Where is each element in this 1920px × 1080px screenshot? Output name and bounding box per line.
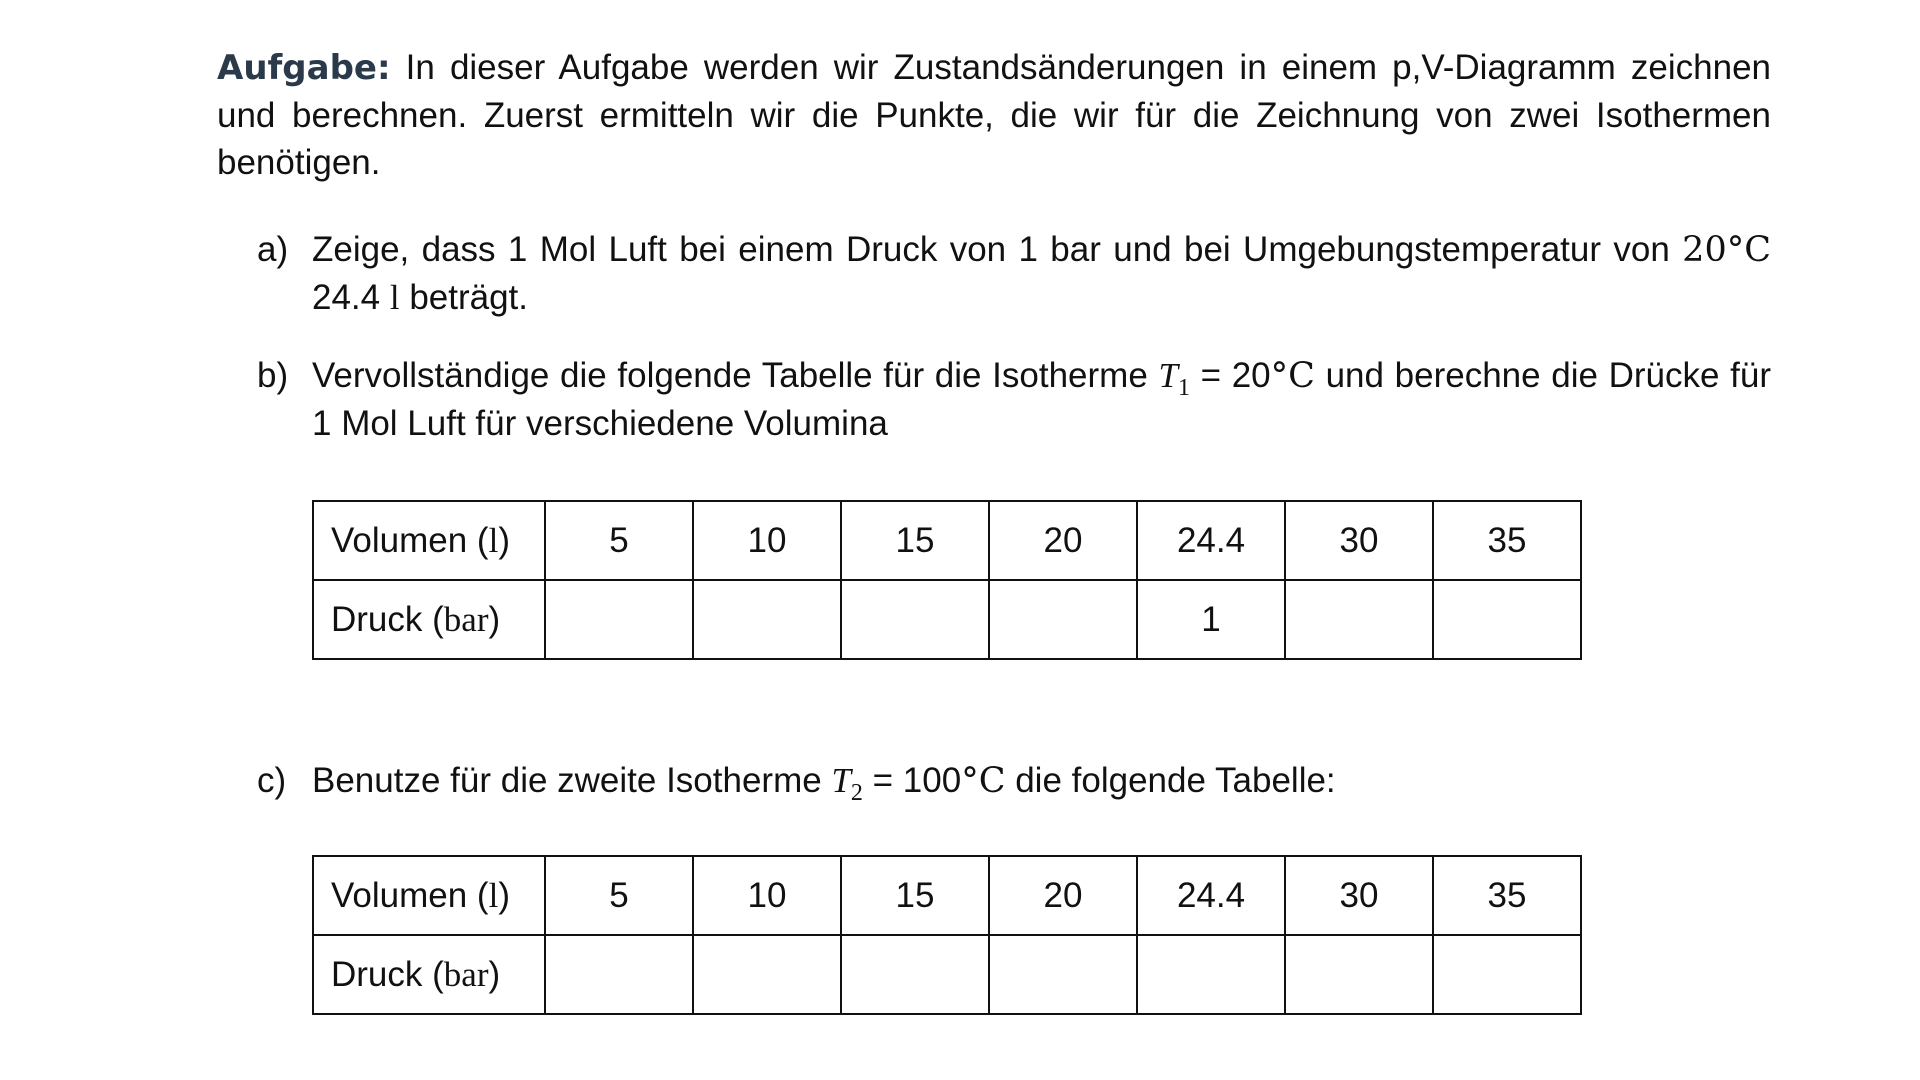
subtask-a-text: Zeige, dass 1 Mol Luft bei einem Druck von 1 bar und bei Umgebungstemperatur von [312,230,1670,269]
table-row [313,935,1581,1014]
subtask-a-letter: a) [257,230,289,269]
table-row [313,856,1581,935]
isotherm-table-1 [312,500,1582,660]
row-label-pressure: Druck (bar) [313,580,545,659]
pressure-cell[interactable] [693,580,841,659]
pressure-cell[interactable] [545,935,693,1014]
volume-cell: 35 [1433,856,1581,935]
pressure-cell[interactable] [841,580,989,659]
subtask-b-subscript: 1 [1177,375,1190,401]
volume-cell: 20 [989,501,1137,580]
subtask-c-symbol: T [831,761,851,800]
subtask-b-text-end: und berechne die Drücke für 1 Mol Luft für verschiedene Volumina [312,356,1771,443]
volume-cell: 24.4 [1137,501,1285,580]
subtask-c-subscript: 2 [850,780,863,806]
subtask-b-unit: °C [1270,356,1315,396]
volume-cell: 30 [1285,501,1433,580]
pressure-cell[interactable] [1433,935,1581,1014]
volume-cell: 15 [841,856,989,935]
pressure-cell[interactable] [1137,935,1285,1014]
table-row [313,580,1581,659]
row-label-pressure: Druck (bar) [313,935,545,1014]
subtask-a-temp-value: 20 [1682,230,1727,270]
subtask-b-text-start: Vervollständige die folgende Tabelle für die Isotherme [312,356,1159,395]
subtask-a [217,226,1771,321]
subtask-b [217,352,1771,447]
isotherm-table-2 [312,855,1582,1015]
subtask-c-equals: = 100 [862,761,962,800]
subtask-b-equals: = 20 [1189,356,1271,395]
subtask-b-symbol: T [1158,356,1178,395]
pressure-cell[interactable] [989,580,1137,659]
subtask-b-letter: b) [257,356,289,395]
volume-cell: 24.4 [1137,856,1285,935]
pressure-cell[interactable] [989,935,1137,1014]
subtask-c-letter: c) [257,761,287,800]
volume-cell: 30 [1285,856,1433,935]
volume-cell: 10 [693,501,841,580]
subtask-a-volume: 24.4 [312,278,390,317]
task-label: Aufgabe: [217,48,391,88]
subtask-c-text-start: Benutze für die zweite Isotherme [312,761,832,800]
row-label-volume: Volumen (l) [313,501,545,580]
pressure-cell[interactable] [841,935,989,1014]
pressure-cell[interactable] [1285,935,1433,1014]
volume-cell: 15 [841,501,989,580]
task-intro-text: In dieser Aufgabe werden wir Zustandsänderungen in einem p,V-Diagramm zeichnen und berechnen. Zuerst ermitteln wir die Punkte, die wir für die Zeichnung von zwei Isothermen benötigen. [217,48,1771,182]
volume-cell: 35 [1433,501,1581,580]
task-intro [217,44,1771,186]
pressure-cell[interactable] [545,580,693,659]
pressure-cell[interactable] [1433,580,1581,659]
subtask-c-unit: °C [961,761,1006,801]
row-label-volume: Volumen (l) [313,856,545,935]
pressure-cell: 1 [1137,580,1285,659]
subtask-c-text-end: die folgende Tabelle: [1005,761,1336,800]
subtask-a-volume-unit: l [389,278,400,317]
volume-cell: 20 [989,856,1137,935]
pressure-cell[interactable] [1285,580,1433,659]
subtask-c [217,757,1771,805]
volume-cell: 5 [545,856,693,935]
worksheet-page [217,44,1771,447]
volume-cell: 10 [693,856,841,935]
subtask-a-temp-unit: °C [1726,230,1771,270]
table-row [313,501,1581,580]
subtask-a-end: beträgt. [399,278,529,317]
pressure-cell[interactable] [693,935,841,1014]
volume-cell: 5 [545,501,693,580]
